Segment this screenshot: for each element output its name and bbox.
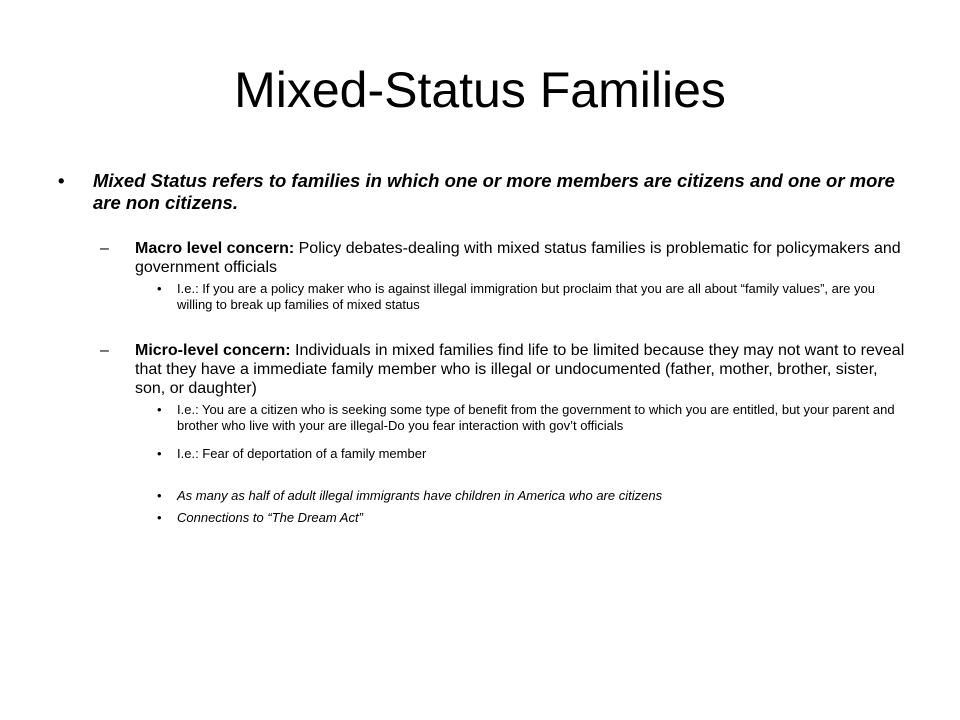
macro-concern-label: Macro level concern: bbox=[135, 240, 295, 257]
micro-note-1-text: As many as half of adult illegal immigrants have children in America who are citizens bbox=[177, 488, 663, 503]
micro-example-1-text: I.e.: You are a citizen who is seeking some type of benefit from the government to which you are entitled, but your parent and brother who live with your are illegal-Do you fear interaction with gov’t officials bbox=[177, 402, 895, 433]
micro-example-item bbox=[58, 446, 908, 462]
bullet-icon: • bbox=[58, 170, 65, 191]
micro-note-item bbox=[58, 488, 908, 504]
dash-icon: – bbox=[100, 240, 109, 257]
macro-example-item bbox=[58, 281, 908, 313]
slide-body bbox=[58, 170, 908, 526]
macro-example-text: I.e.: If you are a policy maker who is against illegal immigration but proclaim that you are all about “family values”, are you willing to break up families of mixed status bbox=[177, 281, 875, 312]
micro-note-2-text: Connections to “The Dream Act” bbox=[177, 510, 363, 525]
bullet-icon: • bbox=[157, 402, 162, 417]
micro-example-item bbox=[58, 402, 908, 434]
macro-concern-text: Policy debates-dealing with mixed status families is problematic for policymakers and government officials bbox=[135, 240, 901, 276]
micro-concern-label: Micro-level concern: bbox=[135, 342, 291, 359]
main-bullet-text: Mixed Status refers to families in which one or more members are citizens and one or more are non citizens. bbox=[93, 170, 895, 213]
bullet-icon: • bbox=[157, 488, 162, 503]
bullet-icon: • bbox=[157, 446, 162, 461]
micro-concern-text: Individuals in mixed families find life to be limited because they may not want to reveal that they have a immediate family member who is illegal or undocumented (father, mother, brother, sister, son, or daughter) bbox=[135, 342, 905, 397]
dash-icon: – bbox=[100, 342, 109, 359]
macro-concern-item bbox=[58, 239, 908, 277]
micro-concern-item bbox=[58, 341, 908, 398]
bullet-icon: • bbox=[157, 281, 162, 296]
micro-example-2-text: I.e.: Fear of deportation of a family member bbox=[177, 446, 427, 461]
main-bullet bbox=[58, 170, 908, 214]
micro-note-item bbox=[58, 510, 908, 526]
bullet-icon: • bbox=[157, 510, 162, 525]
slide-title: Mixed-Status Families bbox=[234, 62, 726, 118]
